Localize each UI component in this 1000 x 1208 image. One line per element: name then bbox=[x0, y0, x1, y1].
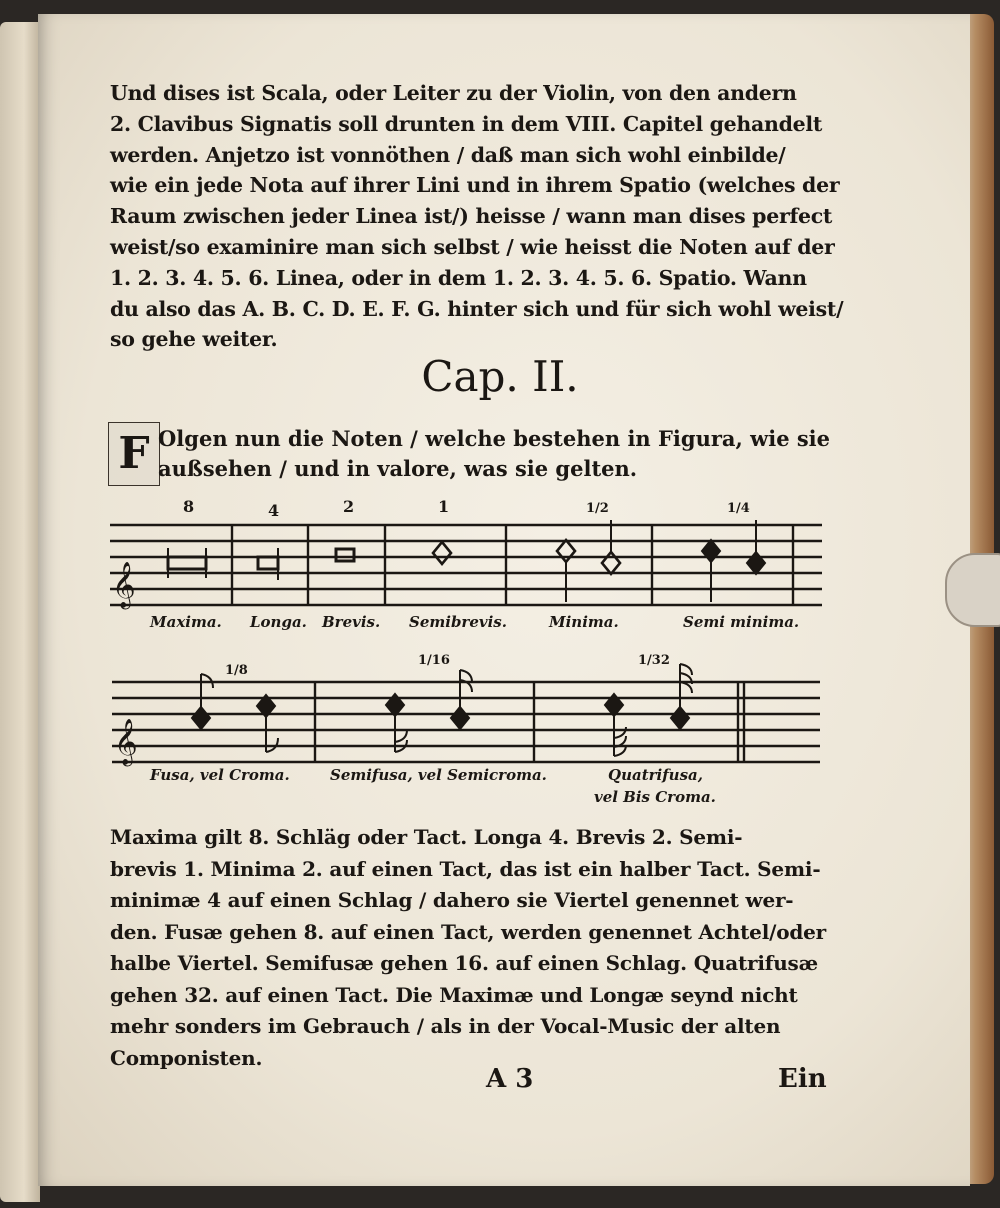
staff-1-barlines bbox=[232, 525, 793, 605]
value-label: 2 bbox=[343, 497, 355, 516]
note-name-label: Brevis. bbox=[322, 613, 381, 631]
note-name-label: Semi minima. bbox=[683, 613, 800, 631]
chapter-heading: Cap. II. bbox=[421, 352, 579, 401]
value-label: 1/2 bbox=[586, 501, 609, 516]
text-line: weist/so examinire man sich selbst / wie heisst die Noten auf der bbox=[110, 234, 835, 259]
quatrifusa-note-icon bbox=[605, 664, 692, 756]
note-name-label: vel Bis Croma. bbox=[594, 788, 716, 806]
text-line: wie ein jede Nota auf ihrer Lini und in ihrem Spatio (welches der bbox=[110, 173, 840, 198]
staff-1-lines bbox=[110, 525, 822, 605]
paragraph-3 bbox=[110, 822, 830, 1074]
text-line: Componisten. bbox=[110, 1045, 263, 1070]
catchword: Ein bbox=[778, 1064, 827, 1094]
decorated-initial: F bbox=[108, 422, 160, 486]
value-label: 4 bbox=[268, 501, 280, 520]
note-name-label: Quatrifusa, bbox=[608, 766, 703, 784]
longa-note-icon bbox=[258, 548, 278, 580]
semibrevis-note-icon bbox=[433, 542, 451, 564]
text-line: Maxima gilt 8. Schläg oder Tact. Longa 4. Brevis 2. Semi- bbox=[110, 825, 743, 849]
value-label: 1/16 bbox=[418, 653, 450, 668]
value-label: 1/4 bbox=[727, 501, 750, 516]
value-label: 1/8 bbox=[225, 663, 248, 678]
treble-clef-icon: 𝄞 bbox=[114, 719, 138, 765]
text-line: Olgen nun die Noten / welche bestehen in Figura, wie sie bbox=[158, 426, 831, 451]
value-label: 1/32 bbox=[638, 653, 670, 668]
page-signature: A 3 bbox=[486, 1064, 534, 1094]
text-line: werden. Anjetzo ist vonnöthen / daß man sich wohl einbilde/ bbox=[110, 142, 786, 167]
text-line: den. Fusæ gehen 8. auf einen Tact, werden genennet Achtel/oder bbox=[110, 919, 826, 944]
note-name-label: Semibrevis. bbox=[409, 613, 507, 631]
note-name-label: Fusa, vel Croma. bbox=[150, 766, 290, 784]
text-line: 1. 2. 3. 4. 5. 6. Linea, oder in dem 1. 2. 3. 4. 5. 6. Spatio. Wann bbox=[110, 265, 807, 290]
brevis-note-icon bbox=[336, 549, 354, 561]
text-line: minimæ 4 auf einen Schlag / dahero sie Viertel genennet wer- bbox=[110, 888, 794, 912]
value-label: 8 bbox=[183, 497, 195, 516]
text-line: so gehe weiter. bbox=[110, 327, 278, 352]
text-line: brevis 1. Minima 2. auf einen Tact, das ist ein halber Tact. Semi- bbox=[110, 856, 821, 881]
note-name-label: Maxima. bbox=[150, 613, 222, 631]
text-line: halbe Viertel. Semifusæ gehen 16. auf einen Schlag. Quatrifusæ bbox=[110, 951, 818, 975]
text-line: außsehen / und in valore, was sie gelten. bbox=[158, 456, 638, 481]
text-line: Und dises ist Scala, oder Leiter zu der Violin, von den andern bbox=[110, 81, 797, 105]
value-label: 1 bbox=[438, 497, 450, 516]
note-name-label: Longa. bbox=[250, 613, 307, 631]
text-line: 2. Clavibus Signatis soll drunten in dem VIII. Capitel gehandelt bbox=[110, 111, 823, 136]
note-name-label: Semifusa, vel Semicroma. bbox=[330, 766, 547, 784]
text-line: gehen 32. auf einen Tact. Die Maximæ und Longæ seynd nicht bbox=[110, 982, 798, 1007]
text-line: Raum zwischen jeder Linea ist/) heisse / wann man dises perfect bbox=[110, 204, 833, 229]
text-line: du also das A. B. C. D. E. F. G. hinter sich und für sich wohl weist/ bbox=[110, 296, 844, 321]
treble-clef-icon: 𝄞 bbox=[112, 562, 136, 608]
text-line: mehr sonders im Gebrauch / als in der Vocal-Music der alten bbox=[110, 1014, 781, 1038]
note-name-label: Minima. bbox=[549, 613, 619, 631]
